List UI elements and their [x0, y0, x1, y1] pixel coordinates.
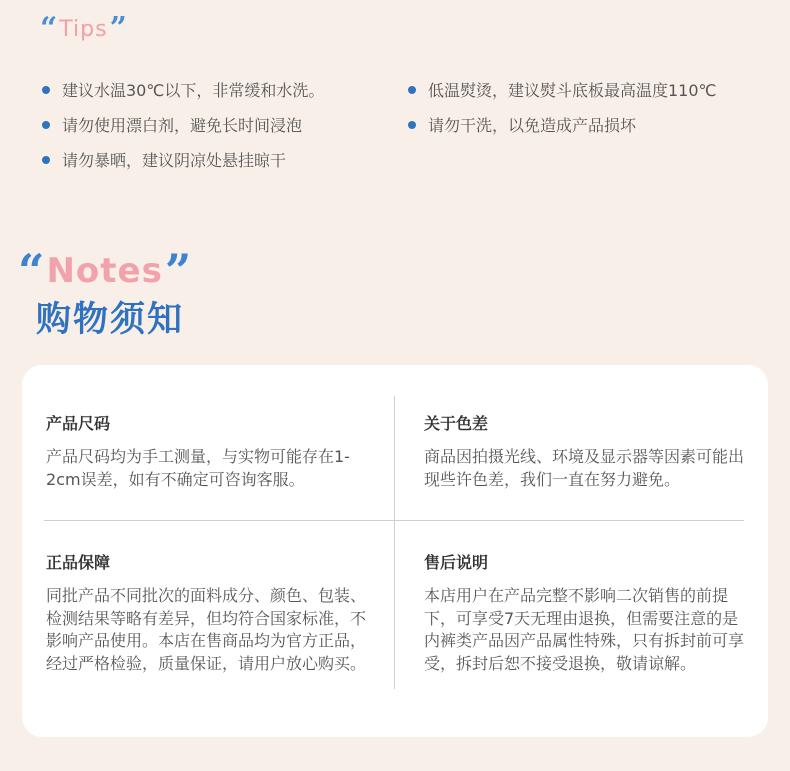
section-title: 关于色差 — [424, 414, 489, 433]
bullet-icon — [408, 121, 416, 129]
notes-section-size — [46, 414, 372, 491]
open-quote-icon: “ — [40, 11, 58, 46]
bullet-icon — [42, 156, 50, 164]
notes-section-authentic — [46, 553, 372, 675]
bullet-icon — [42, 121, 50, 129]
vertical-divider — [394, 396, 395, 689]
tip-text: 请勿使用漂白剂，避免长时间浸泡 — [62, 116, 303, 135]
notes-heading — [18, 244, 192, 298]
section-title: 售后说明 — [424, 553, 489, 572]
page-title: 购物须知 — [36, 300, 185, 340]
bullet-icon — [42, 86, 50, 94]
section-title: 正品保障 — [46, 553, 111, 572]
tip-text: 请勿干洗，以免造成产品损坏 — [428, 116, 637, 135]
section-body: 产品尺码均为手工测量，与实物可能存在1-2cm误差，如有不确定可咨询客服。 — [46, 447, 350, 489]
tip-item — [42, 107, 324, 142]
section-body: 同批产品不同批次的面料成分、颜色、包装、检测结果等略有差异，但均符合国家标准，不影响产品使用。本店在售商品均为官方正品，经过严格检验，质量保证，请用户放心购买。 — [46, 586, 367, 673]
tips-list-right — [408, 72, 717, 142]
tips-list-left — [42, 72, 324, 177]
section-body: 本店用户在产品完整不影响二次销售的前提下，可享受7天无理由退换，但需要注意的是内裤类产品因产品属性特殊，只有拆封前可享受，拆封后恕不接受退换，敬请谅解。 — [424, 586, 745, 673]
open-quote-icon: “ — [18, 244, 45, 298]
tip-text: 建议水温30℃以下，非常缓和水洗。 — [62, 81, 325, 100]
close-quote-icon: ” — [164, 244, 192, 298]
tip-text: 请勿暴晒，建议阴凉处悬挂晾干 — [62, 151, 287, 170]
section-title: 产品尺码 — [46, 414, 111, 433]
notes-section-aftersales — [424, 553, 750, 675]
tips-heading-text: Tips — [59, 16, 108, 42]
tip-item — [42, 142, 324, 177]
tip-item — [408, 72, 717, 107]
tip-text: 低温熨烫，建议熨斗底板最高温度110℃ — [428, 81, 717, 100]
tip-item — [408, 107, 717, 142]
notes-section-color — [424, 414, 750, 491]
tips-heading — [40, 11, 127, 46]
close-quote-icon: ” — [109, 11, 127, 46]
bullet-icon — [408, 86, 416, 94]
tip-item — [42, 72, 324, 107]
notes-heading-text: Notes — [46, 251, 163, 291]
horizontal-divider — [44, 520, 744, 521]
section-body: 商品因拍摄光线、环境及显示器等因素可能出现些许色差，我们一直在努力避免。 — [424, 447, 745, 489]
